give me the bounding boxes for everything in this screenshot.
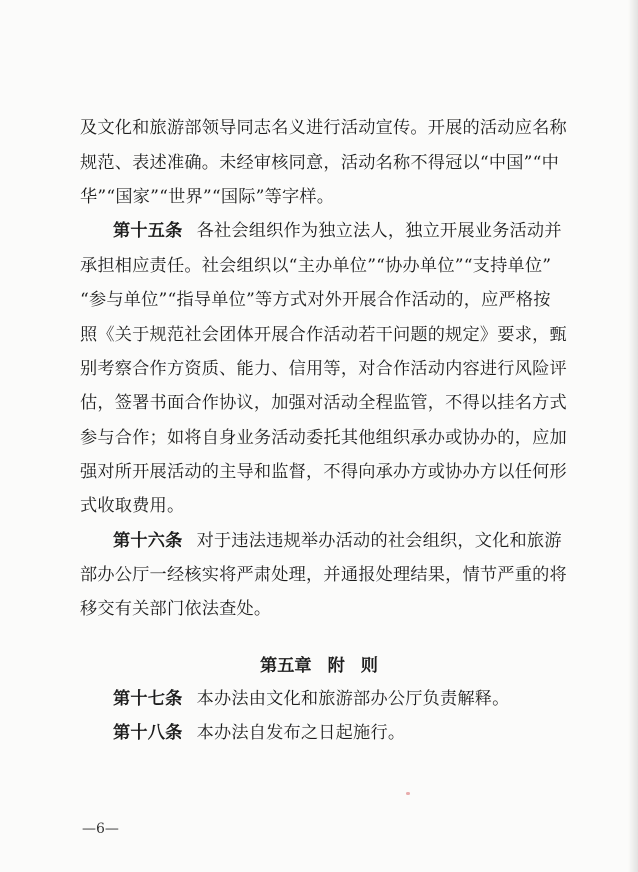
paragraph-text: 对于违法违规举办活动的社会组织，文化和旅游: [196, 531, 562, 551]
article-15-first-line: [113, 221, 562, 241]
paragraph-line: 估，签署书面合作协议，加强对活动全程监管，不得以挂名方式: [80, 393, 567, 413]
paragraph-line: 别考察合作方资质、能力、信用等，对合作活动内容进行风险评: [80, 359, 567, 379]
paragraph-line: 式收取费用。: [80, 496, 185, 516]
article-16-first-line: [113, 531, 562, 551]
paragraph-line: 华”“国家”“世界”“国际”等字样。: [80, 187, 335, 207]
paragraph-text: 各社会组织作为独立法人，独立开展业务活动并: [196, 221, 562, 241]
scan-speck: [406, 792, 410, 795]
page-edge-shadow: [628, 0, 638, 872]
article-16-heading: 第十六条: [113, 531, 183, 551]
article-17-heading: 第十七条: [113, 689, 183, 709]
article-17: [113, 689, 510, 709]
paragraph-line: “参与单位”“指导单位”等方式对外开展合作活动的，应严格按: [80, 290, 551, 310]
paragraph-line: 移交有关部门依法查处。: [80, 599, 272, 619]
article-15-heading: 第十五条: [113, 221, 183, 241]
paragraph-line: 承担相应责任。社会组织以“主办单位”“协办单位”“支持单位”: [80, 256, 552, 276]
paragraph-line: 参与合作；如将自身业务活动委托其他组织承办或协办的，应加: [80, 428, 567, 448]
article-18: [113, 723, 405, 743]
paragraph-text: 本办法自发布之日起施行。: [196, 723, 406, 743]
paragraph-line: 及文化和旅游部领导同志名义进行活动宣传。开展的活动应名称: [80, 118, 567, 138]
chapter-5-title: 第五章 附 则: [260, 656, 378, 676]
page-number: —6—: [82, 821, 119, 837]
paragraph-line: 强对所开展活动的主导和监督，不得向承办方或协办方以任何形: [80, 462, 567, 482]
paragraph-text: 本办法由文化和旅游部办公厅负责解释。: [196, 689, 510, 709]
article-18-heading: 第十八条: [113, 723, 183, 743]
paragraph-line: 照《关于规范社会团体开展合作活动若干问题的规定》要求，甄: [80, 325, 567, 345]
paragraph-line: 规范、表述准确。未经审核同意，活动名称不得冠以“中国”“中: [80, 153, 560, 173]
paragraph-line: 部办公厅一经核实将严肃处理，并通报处理结果，情节严重的将: [80, 565, 567, 585]
